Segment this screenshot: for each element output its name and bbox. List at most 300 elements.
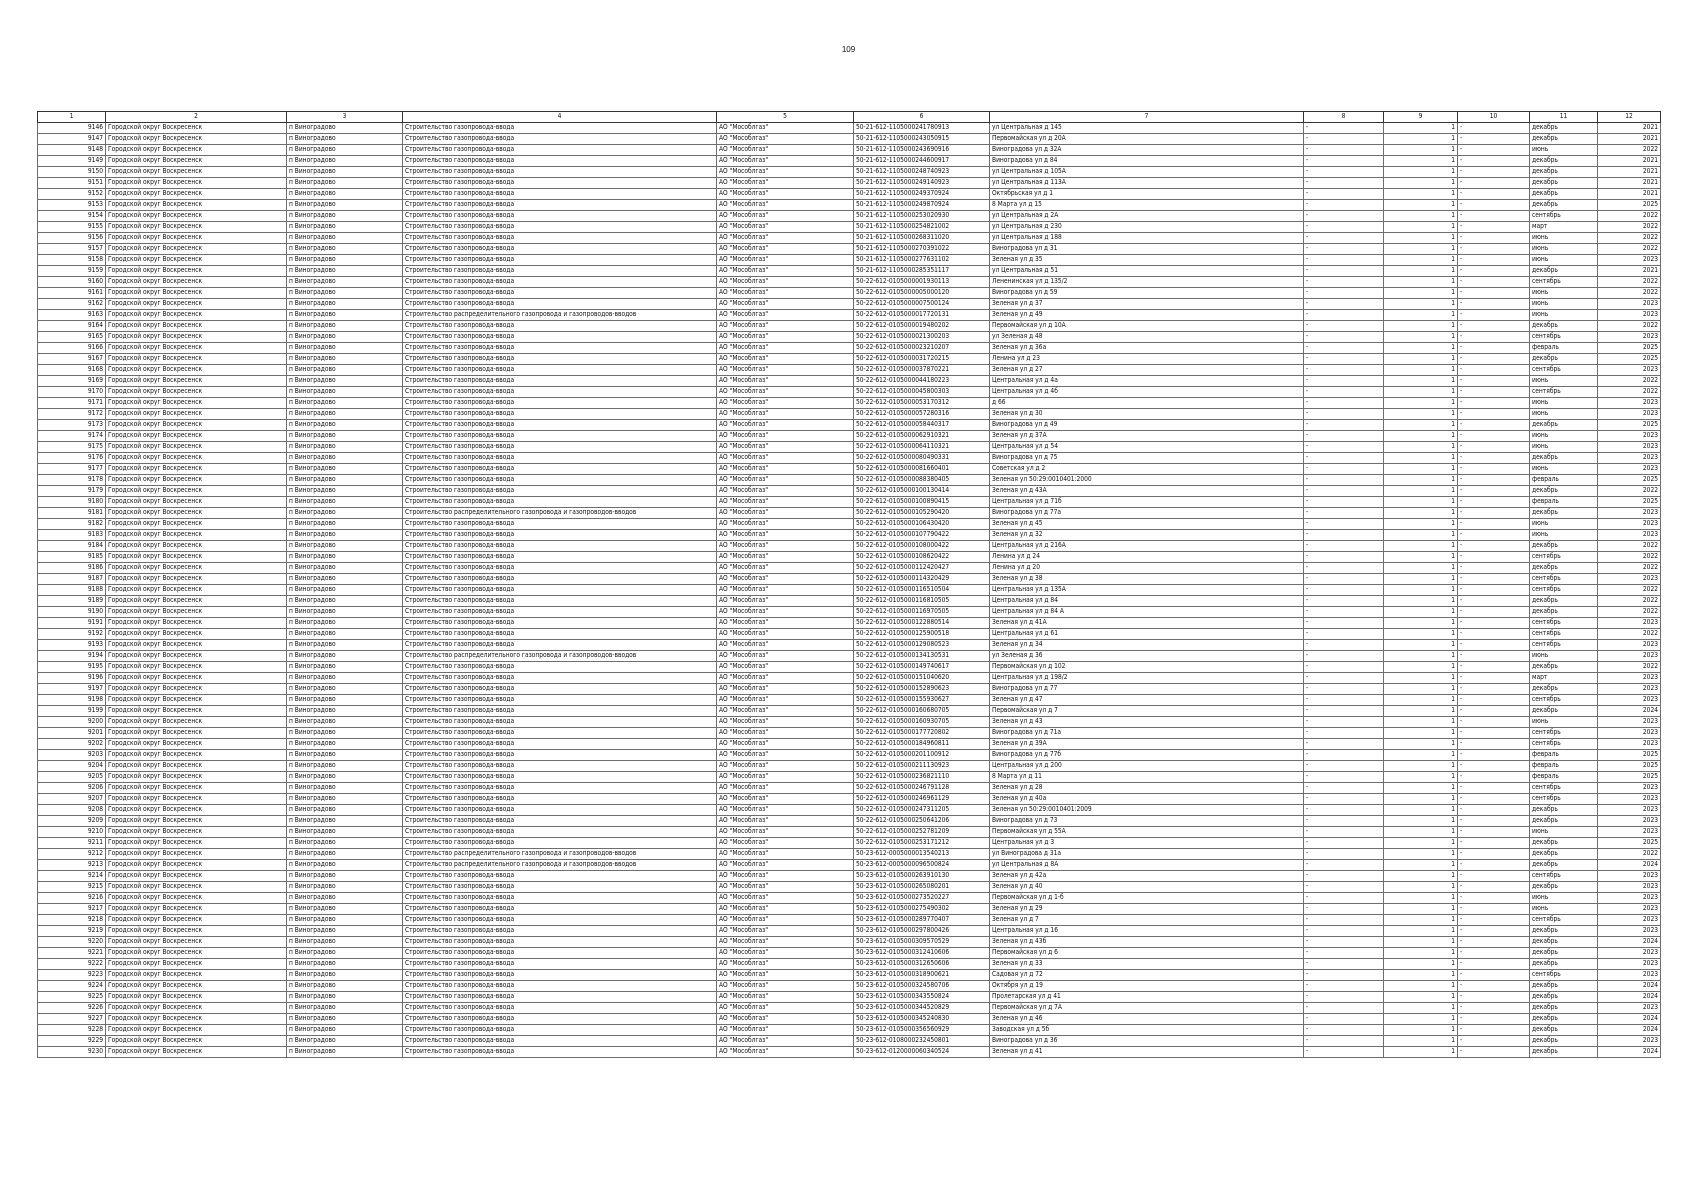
- address-cell: Первомайская ул д 1-б: [990, 893, 1304, 904]
- col-8-value-cell: -: [1304, 486, 1384, 497]
- settlement-cell: п Виноградово: [287, 332, 403, 343]
- address-cell: Виноградова ул д 73: [990, 816, 1304, 827]
- settlement-cell: п Виноградово: [287, 255, 403, 266]
- col-10-value-cell: -: [1458, 970, 1530, 981]
- year-cell: 2023: [1598, 1003, 1661, 1014]
- col-10-value-cell: -: [1458, 596, 1530, 607]
- application-number-cell: 50-22-612-0105000088380405: [854, 475, 990, 486]
- table-row: [38, 750, 1661, 761]
- col-9-value-cell: 1: [1384, 1036, 1458, 1047]
- organization-cell: АО "Мособлгаз": [717, 684, 854, 695]
- organization-cell: АО "Мособлгаз": [717, 519, 854, 530]
- col-8-value-cell: -: [1304, 970, 1384, 981]
- col-8-value-cell: -: [1304, 420, 1384, 431]
- address-cell: Зеленая ул д 37: [990, 299, 1304, 310]
- settlement-cell: п Виноградово: [287, 497, 403, 508]
- header-row: [38, 112, 1661, 123]
- settlement-cell: п Виноградово: [287, 585, 403, 596]
- municipality-cell: Городской округ Воскресенск: [106, 442, 287, 453]
- application-number-cell: 50-22-612-0105000134130531: [854, 651, 990, 662]
- col-10-value-cell: -: [1458, 145, 1530, 156]
- table-row: [38, 827, 1661, 838]
- settlement-cell: п Виноградово: [287, 772, 403, 783]
- row-number-cell: 9213: [38, 860, 106, 871]
- organization-cell: АО "Мособлгаз": [717, 750, 854, 761]
- table-row: [38, 618, 1661, 629]
- settlement-cell: п Виноградово: [287, 1025, 403, 1036]
- settlement-cell: п Виноградово: [287, 299, 403, 310]
- month-cell: март: [1530, 673, 1598, 684]
- organization-cell: АО "Мособлгаз": [717, 926, 854, 937]
- col-8-value-cell: -: [1304, 684, 1384, 695]
- application-number-cell: 50-22-612-0105000184960811: [854, 739, 990, 750]
- application-number-cell: 50-23-612-0105000356560929: [854, 1025, 990, 1036]
- col-8-value-cell: -: [1304, 387, 1384, 398]
- col-8-value-cell: -: [1304, 134, 1384, 145]
- organization-cell: АО "Мособлгаз": [717, 167, 854, 178]
- row-number-cell: 9194: [38, 651, 106, 662]
- address-cell: Зеленая ул д 38: [990, 574, 1304, 585]
- year-cell: 2023: [1598, 640, 1661, 651]
- row-number-cell: 9174: [38, 431, 106, 442]
- year-cell: 2022: [1598, 541, 1661, 552]
- col-8-value-cell: -: [1304, 728, 1384, 739]
- year-cell: 2022: [1598, 222, 1661, 233]
- table-row: [38, 629, 1661, 640]
- table-row: [38, 497, 1661, 508]
- row-number-cell: 9220: [38, 937, 106, 948]
- year-cell: 2025: [1598, 354, 1661, 365]
- table-row: [38, 673, 1661, 684]
- settlement-cell: п Виноградово: [287, 365, 403, 376]
- work-type-cell: Строительство газопровода-ввода: [403, 409, 717, 420]
- col-8-value-cell: -: [1304, 937, 1384, 948]
- settlement-cell: п Виноградово: [287, 354, 403, 365]
- municipality-cell: Городской округ Воскресенск: [106, 497, 287, 508]
- col-10-value-cell: -: [1458, 541, 1530, 552]
- settlement-cell: п Виноградово: [287, 376, 403, 387]
- settlement-cell: п Виноградово: [287, 233, 403, 244]
- work-type-cell: Строительство газопровода-ввода: [403, 728, 717, 739]
- col-8-value-cell: -: [1304, 893, 1384, 904]
- organization-cell: АО "Мособлгаз": [717, 816, 854, 827]
- work-type-cell: Строительство газопровода-ввода: [403, 486, 717, 497]
- table-row: [38, 563, 1661, 574]
- work-type-cell: Строительство газопровода-ввода: [403, 332, 717, 343]
- year-cell: 2025: [1598, 761, 1661, 772]
- table-header: [38, 112, 1661, 123]
- address-cell: Садовая ул д 72: [990, 970, 1304, 981]
- col-9-value-cell: 1: [1384, 255, 1458, 266]
- col-9-value-cell: 1: [1384, 728, 1458, 739]
- table-row: [38, 607, 1661, 618]
- col-10-value-cell: -: [1458, 937, 1530, 948]
- municipality-cell: Городской округ Воскресенск: [106, 398, 287, 409]
- municipality-cell: Городской округ Воскресенск: [106, 508, 287, 519]
- col-8-value-cell: -: [1304, 607, 1384, 618]
- settlement-cell: п Виноградово: [287, 486, 403, 497]
- settlement-cell: п Виноградово: [287, 739, 403, 750]
- settlement-cell: п Виноградово: [287, 288, 403, 299]
- organization-cell: АО "Мособлгаз": [717, 134, 854, 145]
- row-number-cell: 9203: [38, 750, 106, 761]
- row-number-cell: 9169: [38, 376, 106, 387]
- row-number-cell: 9208: [38, 805, 106, 816]
- row-number-cell: 9157: [38, 244, 106, 255]
- settlement-cell: п Виноградово: [287, 574, 403, 585]
- work-type-cell: Строительство газопровода-ввода: [403, 574, 717, 585]
- row-number-cell: 9156: [38, 233, 106, 244]
- municipality-cell: Городской округ Воскресенск: [106, 695, 287, 706]
- row-number-cell: 9228: [38, 1025, 106, 1036]
- month-cell: декабрь: [1530, 596, 1598, 607]
- application-number-cell: 50-22-612-0105000116970505: [854, 607, 990, 618]
- work-type-cell: Строительство газопровода-ввода: [403, 530, 717, 541]
- col-9-value-cell: 1: [1384, 761, 1458, 772]
- work-type-cell: Строительство газопровода-ввода: [403, 970, 717, 981]
- col-8-value-cell: -: [1304, 1025, 1384, 1036]
- table-row: [38, 409, 1661, 420]
- month-cell: декабрь: [1530, 1014, 1598, 1025]
- year-cell: 2023: [1598, 519, 1661, 530]
- application-number-cell: 50-23-612-0105000312650606: [854, 959, 990, 970]
- year-cell: 2023: [1598, 299, 1661, 310]
- row-number-cell: 9201: [38, 728, 106, 739]
- address-cell: Ленина ул д 23: [990, 354, 1304, 365]
- work-type-cell: Строительство газопровода-ввода: [403, 805, 717, 816]
- table-row: [38, 156, 1661, 167]
- organization-cell: АО "Мособлгаз": [717, 530, 854, 541]
- settlement-cell: п Виноградово: [287, 200, 403, 211]
- col-10-value-cell: -: [1458, 277, 1530, 288]
- year-cell: 2022: [1598, 849, 1661, 860]
- settlement-cell: п Виноградово: [287, 596, 403, 607]
- row-number-cell: 9199: [38, 706, 106, 717]
- application-number-cell: 50-23-612-0105000275490302: [854, 904, 990, 915]
- month-cell: июнь: [1530, 145, 1598, 156]
- col-10-value-cell: -: [1458, 860, 1530, 871]
- address-cell: 8 Марта ул д 11: [990, 772, 1304, 783]
- municipality-cell: Городской округ Воскресенск: [106, 387, 287, 398]
- col-9-value-cell: 1: [1384, 508, 1458, 519]
- organization-cell: АО "Мособлгаз": [717, 244, 854, 255]
- application-number-cell: 50-21-612-1105000277631102: [854, 255, 990, 266]
- municipality-cell: Городской округ Воскресенск: [106, 981, 287, 992]
- municipality-cell: Городской округ Воскресенск: [106, 519, 287, 530]
- settlement-cell: п Виноградово: [287, 970, 403, 981]
- col-10-value-cell: -: [1458, 673, 1530, 684]
- application-number-cell: 50-22-612-0105000160930705: [854, 717, 990, 728]
- col-8-value-cell: -: [1304, 167, 1384, 178]
- col-10-value-cell: -: [1458, 255, 1530, 266]
- col-10-value-cell: -: [1458, 244, 1530, 255]
- settlement-cell: п Виноградово: [287, 1014, 403, 1025]
- table-row: [38, 321, 1661, 332]
- table-row: [38, 299, 1661, 310]
- address-cell: Виноградова ул д 31: [990, 244, 1304, 255]
- col-9-value-cell: 1: [1384, 552, 1458, 563]
- organization-cell: АО "Мособлгаз": [717, 860, 854, 871]
- col-8-value-cell: -: [1304, 948, 1384, 959]
- year-cell: 2021: [1598, 134, 1661, 145]
- application-number-cell: 50-21-612-1105000249140923: [854, 178, 990, 189]
- application-number-cell: 50-23-612-0105000324580706: [854, 981, 990, 992]
- application-number-cell: 50-22-612-0105000058440317: [854, 420, 990, 431]
- address-cell: Зеленая ул д 43А: [990, 486, 1304, 497]
- month-cell: сентябрь: [1530, 618, 1598, 629]
- work-type-cell: Строительство газопровода-ввода: [403, 244, 717, 255]
- col-10-value-cell: -: [1458, 310, 1530, 321]
- municipality-cell: Городской округ Воскресенск: [106, 684, 287, 695]
- col-9-value-cell: 1: [1384, 717, 1458, 728]
- work-type-cell: Строительство газопровода-ввода: [403, 387, 717, 398]
- row-number-cell: 9211: [38, 838, 106, 849]
- address-cell: Виноградова ул д 71а: [990, 728, 1304, 739]
- table-row: [38, 1003, 1661, 1014]
- col-10-value-cell: -: [1458, 354, 1530, 365]
- organization-cell: АО "Мособлгаз": [717, 211, 854, 222]
- municipality-cell: Городской округ Воскресенск: [106, 596, 287, 607]
- table-row: [38, 684, 1661, 695]
- address-cell: Зеленая ул д 34: [990, 640, 1304, 651]
- organization-cell: АО "Мособлгаз": [717, 431, 854, 442]
- col-10-value-cell: -: [1458, 871, 1530, 882]
- organization-cell: АО "Мособлгаз": [717, 607, 854, 618]
- municipality-cell: Городской округ Воскресенск: [106, 167, 287, 178]
- col-10-value-cell: -: [1458, 497, 1530, 508]
- col-9-value-cell: 1: [1384, 695, 1458, 706]
- table-row: [38, 244, 1661, 255]
- municipality-cell: Городской округ Воскресенск: [106, 156, 287, 167]
- municipality-cell: Городской округ Воскресенск: [106, 530, 287, 541]
- col-9-value-cell: 1: [1384, 772, 1458, 783]
- organization-cell: АО "Мособлгаз": [717, 772, 854, 783]
- col-10-value-cell: -: [1458, 926, 1530, 937]
- settlement-cell: п Виноградово: [287, 695, 403, 706]
- col-9-value-cell: 1: [1384, 464, 1458, 475]
- address-cell: Первомайская ул д 10А: [990, 321, 1304, 332]
- page-number: 109: [841, 45, 856, 54]
- table-row: [38, 585, 1661, 596]
- municipality-cell: Городской округ Воскресенск: [106, 486, 287, 497]
- settlement-cell: п Виноградово: [287, 464, 403, 475]
- organization-cell: АО "Мособлгаз": [717, 222, 854, 233]
- work-type-cell: Строительство газопровода-ввода: [403, 563, 717, 574]
- address-cell: Центральная ул д 200: [990, 761, 1304, 772]
- municipality-cell: Городской округ Воскресенск: [106, 299, 287, 310]
- col-10-value-cell: -: [1458, 805, 1530, 816]
- work-type-cell: Строительство газопровода-ввода: [403, 948, 717, 959]
- col-8-value-cell: -: [1304, 475, 1384, 486]
- row-number-cell: 9154: [38, 211, 106, 222]
- address-cell: Центральная ул д 61: [990, 629, 1304, 640]
- settlement-cell: п Виноградово: [287, 1003, 403, 1014]
- row-number-cell: 9166: [38, 343, 106, 354]
- month-cell: декабрь: [1530, 607, 1598, 618]
- settlement-cell: п Виноградово: [287, 882, 403, 893]
- month-cell: сентябрь: [1530, 365, 1598, 376]
- row-number-cell: 9189: [38, 596, 106, 607]
- organization-cell: АО "Мособлгаз": [717, 937, 854, 948]
- year-cell: 2022: [1598, 277, 1661, 288]
- col-8-value-cell: -: [1304, 827, 1384, 838]
- month-cell: февраль: [1530, 497, 1598, 508]
- year-cell: 2023: [1598, 739, 1661, 750]
- col-8-value-cell: -: [1304, 244, 1384, 255]
- col-10-value-cell: -: [1458, 420, 1530, 431]
- row-number-cell: 9165: [38, 332, 106, 343]
- year-cell: 2023: [1598, 442, 1661, 453]
- table-row: [38, 365, 1661, 376]
- organization-cell: АО "Мособлгаз": [717, 761, 854, 772]
- row-number-cell: 9182: [38, 519, 106, 530]
- organization-cell: АО "Мособлгаз": [717, 1014, 854, 1025]
- address-cell: ул Центральная д 188: [990, 233, 1304, 244]
- municipality-cell: Городской округ Воскресенск: [106, 365, 287, 376]
- application-number-cell: 50-22-612-0105000005000120: [854, 288, 990, 299]
- year-cell: 2021: [1598, 189, 1661, 200]
- application-number-cell: 50-22-612-0105000108000422: [854, 541, 990, 552]
- column-header-3: 3: [287, 112, 403, 123]
- settlement-cell: п Виноградово: [287, 431, 403, 442]
- year-cell: 2023: [1598, 530, 1661, 541]
- municipality-cell: Городской округ Воскресенск: [106, 563, 287, 574]
- application-number-cell: 50-21-612-1105000249870924: [854, 200, 990, 211]
- col-10-value-cell: -: [1458, 706, 1530, 717]
- application-number-cell: 50-22-612-0105000246791128: [854, 783, 990, 794]
- application-number-cell: 50-22-612-0105000149740617: [854, 662, 990, 673]
- address-cell: Виноградова ул д 32А: [990, 145, 1304, 156]
- row-number-cell: 9193: [38, 640, 106, 651]
- column-header-1: 1: [38, 112, 106, 123]
- year-cell: 2023: [1598, 904, 1661, 915]
- table-row: [38, 717, 1661, 728]
- year-cell: 2023: [1598, 673, 1661, 684]
- row-number-cell: 9200: [38, 717, 106, 728]
- col-9-value-cell: 1: [1384, 574, 1458, 585]
- address-cell: ул Центральная д 105А: [990, 167, 1304, 178]
- col-8-value-cell: -: [1304, 508, 1384, 519]
- col-10-value-cell: -: [1458, 442, 1530, 453]
- application-number-cell: 50-22-612-0105000152890623: [854, 684, 990, 695]
- table-row: [38, 222, 1661, 233]
- settlement-cell: п Виноградово: [287, 981, 403, 992]
- month-cell: декабрь: [1530, 189, 1598, 200]
- col-10-value-cell: -: [1458, 882, 1530, 893]
- col-9-value-cell: 1: [1384, 442, 1458, 453]
- organization-cell: АО "Мособлгаз": [717, 563, 854, 574]
- row-number-cell: 9170: [38, 387, 106, 398]
- address-cell: Зеленая ул д 46: [990, 1014, 1304, 1025]
- work-type-cell: Строительство газопровода-ввода: [403, 904, 717, 915]
- column-header-5: 5: [717, 112, 854, 123]
- address-cell: Зеленая ул д 32: [990, 530, 1304, 541]
- settlement-cell: п Виноградово: [287, 640, 403, 651]
- col-8-value-cell: -: [1304, 156, 1384, 167]
- table-row: [38, 1014, 1661, 1025]
- settlement-cell: п Виноградово: [287, 849, 403, 860]
- col-9-value-cell: 1: [1384, 860, 1458, 871]
- application-number-cell: 50-22-612-0105000155930627: [854, 695, 990, 706]
- municipality-cell: Городской округ Воскресенск: [106, 541, 287, 552]
- municipality-cell: Городской округ Воскресенск: [106, 1036, 287, 1047]
- organization-cell: АО "Мособлгаз": [717, 585, 854, 596]
- year-cell: 2024: [1598, 992, 1661, 1003]
- col-9-value-cell: 1: [1384, 893, 1458, 904]
- work-type-cell: Строительство газопровода-ввода: [403, 585, 717, 596]
- col-9-value-cell: 1: [1384, 618, 1458, 629]
- row-number-cell: 9178: [38, 475, 106, 486]
- municipality-cell: Городской округ Воскресенск: [106, 321, 287, 332]
- month-cell: июнь: [1530, 299, 1598, 310]
- row-number-cell: 9192: [38, 629, 106, 640]
- year-cell: 2022: [1598, 387, 1661, 398]
- settlement-cell: п Виноградово: [287, 904, 403, 915]
- col-10-value-cell: -: [1458, 750, 1530, 761]
- address-cell: ул Центральная д 2А: [990, 211, 1304, 222]
- address-cell: д 66: [990, 398, 1304, 409]
- col-9-value-cell: 1: [1384, 1047, 1458, 1058]
- col-9-value-cell: 1: [1384, 849, 1458, 860]
- col-10-value-cell: -: [1458, 1014, 1530, 1025]
- col-10-value-cell: -: [1458, 464, 1530, 475]
- col-8-value-cell: -: [1304, 1047, 1384, 1058]
- municipality-cell: Городской округ Воскресенск: [106, 893, 287, 904]
- settlement-cell: п Виноградово: [287, 915, 403, 926]
- col-10-value-cell: -: [1458, 651, 1530, 662]
- application-number-cell: 50-21-612-1105000244600917: [854, 156, 990, 167]
- organization-cell: АО "Мособлгаз": [717, 552, 854, 563]
- col-9-value-cell: 1: [1384, 640, 1458, 651]
- work-type-cell: Строительство газопровода-ввода: [403, 464, 717, 475]
- year-cell: 2023: [1598, 970, 1661, 981]
- settlement-cell: п Виноградово: [287, 167, 403, 178]
- application-number-cell: 50-22-612-0105000252781209: [854, 827, 990, 838]
- application-number-cell: 50-21-612-1105000241780913: [854, 123, 990, 134]
- year-cell: 2022: [1598, 607, 1661, 618]
- municipality-cell: Городской округ Воскресенск: [106, 585, 287, 596]
- col-8-value-cell: -: [1304, 926, 1384, 937]
- organization-cell: АО "Мособлгаз": [717, 904, 854, 915]
- application-number-cell: 50-22-612-0105000151040620: [854, 673, 990, 684]
- table-row: [38, 486, 1661, 497]
- col-10-value-cell: -: [1458, 178, 1530, 189]
- col-8-value-cell: -: [1304, 288, 1384, 299]
- year-cell: 2023: [1598, 508, 1661, 519]
- col-10-value-cell: -: [1458, 343, 1530, 354]
- municipality-cell: Городской округ Воскресенск: [106, 1003, 287, 1014]
- col-10-value-cell: -: [1458, 123, 1530, 134]
- col-9-value-cell: 1: [1384, 915, 1458, 926]
- application-number-cell: 50-21-612-1105000243050915: [854, 134, 990, 145]
- month-cell: декабрь: [1530, 508, 1598, 519]
- address-cell: Зеленая ул д 40: [990, 882, 1304, 893]
- month-cell: сентябрь: [1530, 640, 1598, 651]
- year-cell: 2025: [1598, 497, 1661, 508]
- col-10-value-cell: -: [1458, 508, 1530, 519]
- municipality-cell: Городской округ Воскресенск: [106, 992, 287, 1003]
- application-number-cell: 50-22-612-0105000122880514: [854, 618, 990, 629]
- row-number-cell: 9207: [38, 794, 106, 805]
- col-10-value-cell: -: [1458, 662, 1530, 673]
- work-type-cell: Строительство газопровода-ввода: [403, 959, 717, 970]
- col-9-value-cell: 1: [1384, 794, 1458, 805]
- col-10-value-cell: -: [1458, 838, 1530, 849]
- month-cell: декабрь: [1530, 816, 1598, 827]
- year-cell: 2022: [1598, 563, 1661, 574]
- year-cell: 2023: [1598, 827, 1661, 838]
- municipality-cell: Городской округ Воскресенск: [106, 860, 287, 871]
